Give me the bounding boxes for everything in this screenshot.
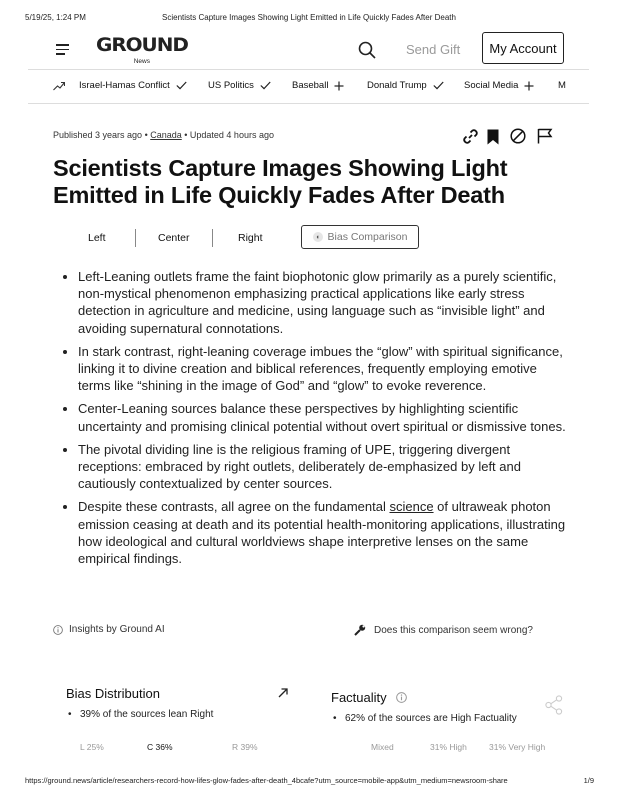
updated-time: • Updated 4 hours ago (181, 130, 274, 140)
bias-comparison-label: Bias Comparison (327, 231, 408, 243)
bias-distribution-card (66, 686, 288, 720)
topic-label: M (558, 80, 566, 91)
tab-center[interactable]: Center (158, 232, 190, 244)
print-page-number: 1/9 (583, 776, 594, 785)
plus-icon[interactable] (524, 81, 534, 91)
summary-text: of ultraweak photon emission ceasing at death and its potential health-monitoring applications, illustrating how ideological and cultural worldviews shape interpretive lenses on the same empirical findings. (78, 499, 566, 567)
ground-ai-icon: ◖ (313, 232, 323, 242)
bias-distribution-title: Bias Distribution (66, 686, 160, 701)
topic-truncated[interactable] (558, 80, 566, 91)
print-url: https://ground.news/article/researchers-record-how-lifes-glow-fades-after-death_4bcafe?utm_source=mobile-app&utm_medium=newsroom-share (25, 776, 508, 785)
bookmark-icon[interactable] (487, 129, 499, 145)
factuality-very-high: 31% Very High (489, 742, 546, 752)
check-icon[interactable] (260, 81, 271, 90)
send-gift-link[interactable]: Send Gift (406, 42, 461, 57)
wrench-icon (354, 624, 366, 636)
topic-label: Israel-Hamas Conflict (79, 80, 170, 91)
bias-distribution-summary: • 39% of the sources lean Right (66, 709, 288, 720)
insights-by-ground-ai (53, 624, 165, 635)
summary-bullet (78, 498, 568, 567)
block-icon[interactable] (510, 128, 526, 144)
factuality-mixed: Mixed (371, 742, 394, 752)
topic-label: Social Media (464, 80, 519, 91)
bias-right-share: R 39% (232, 742, 258, 752)
info-icon (53, 625, 63, 635)
topic-us-politics[interactable] (208, 80, 271, 91)
comparison-feedback[interactable] (354, 624, 533, 636)
ground-news-logo[interactable] (96, 34, 188, 67)
search-icon[interactable] (358, 41, 376, 59)
published-time: Published 3 years ago (53, 130, 143, 140)
bias-center-share: C 36% (147, 742, 173, 752)
link-icon[interactable] (462, 128, 479, 145)
topic-social-media[interactable] (464, 80, 534, 91)
topic-donald-trump[interactable] (367, 80, 444, 91)
check-icon[interactable] (176, 81, 187, 90)
flag-icon[interactable] (537, 128, 553, 144)
topics-bar (28, 69, 589, 104)
meta-separator: • (142, 130, 151, 140)
factuality-summary: • 62% of the sources are High Factuality (331, 713, 571, 724)
info-icon[interactable] (396, 692, 407, 703)
tab-divider (212, 229, 213, 247)
tab-right[interactable]: Right (238, 232, 263, 244)
perspective-tabs (53, 224, 433, 252)
bias-left-share: L 25% (80, 742, 104, 752)
article-meta (53, 130, 274, 140)
top-navigation (52, 32, 566, 68)
trending-icon (53, 81, 65, 91)
bias-comparison-summary (60, 268, 568, 573)
expand-arrow-icon[interactable] (278, 688, 288, 698)
tab-divider (135, 229, 136, 247)
tab-left[interactable]: Left (88, 232, 106, 244)
insights-label: Insights by Ground AI (69, 624, 165, 635)
factuality-label: Factuality (331, 690, 387, 705)
my-account-button[interactable]: My Account (482, 32, 564, 64)
science-link[interactable]: science (389, 499, 434, 515)
logo-wordmark: GROUND (96, 34, 188, 56)
check-icon[interactable] (433, 81, 444, 90)
summary-text: Despite these contrasts, all agree on the fundamental (78, 499, 390, 515)
print-title: Scientists Capture Images Showing Light Emitted in Life Quickly Fades After Death (162, 13, 456, 22)
summary-bullet: • Left-Leaning outlets frame the faint biophotonic glow primarily as a purely scientific, non-mystical phenomenon emphasizing practical applications like early stress detection in agriculture and medicine, using language such as “invisible light” and avoiding supernatural connotations. (78, 268, 568, 337)
article-headline: Scientists Capture Images Showing Light Emitted in Life Quickly Fades After Death (53, 155, 508, 208)
print-date: 5/19/25, 1:24 PM (25, 13, 86, 22)
topic-label: US Politics (208, 80, 254, 91)
factuality-title (331, 690, 571, 705)
menu-icon[interactable] (56, 44, 69, 55)
bias-comparison-button[interactable] (301, 225, 419, 249)
summary-bullet: • In stark contrast, right-leaning coverage imbues the “glow” with spiritual significance, linking it to divine creation and biblical references, frequently employing emotive terms like “shining in the image of God” and “glow” to evoke reverence. (78, 343, 568, 395)
plus-icon[interactable] (334, 81, 344, 91)
factuality-high: 31% High (430, 742, 467, 752)
topic-label: Donald Trump (367, 80, 427, 91)
article-actions (462, 128, 556, 146)
summary-bullet: • Center-Leaning sources balance these perspectives by highlighting scientific uncertainty and promising clinical potential without overt spiritual or dismissive tones. (78, 400, 568, 434)
feedback-label: Does this comparison seem wrong? (374, 624, 533, 636)
summary-bullet: • The pivotal dividing line is the religious framing of UPE, triggering divergent receptions: embraced by right outlets, deliberately de-emphasized by left and cautiously contextualized by center sources. (78, 441, 568, 493)
topic-israel-hamas[interactable] (79, 80, 187, 91)
share-icon[interactable] (545, 695, 563, 715)
location-link[interactable]: Canada (150, 130, 182, 140)
topic-baseball[interactable] (292, 80, 344, 91)
factuality-card (331, 690, 571, 724)
logo-sub: News (133, 58, 150, 65)
topic-label: Baseball (292, 80, 329, 91)
